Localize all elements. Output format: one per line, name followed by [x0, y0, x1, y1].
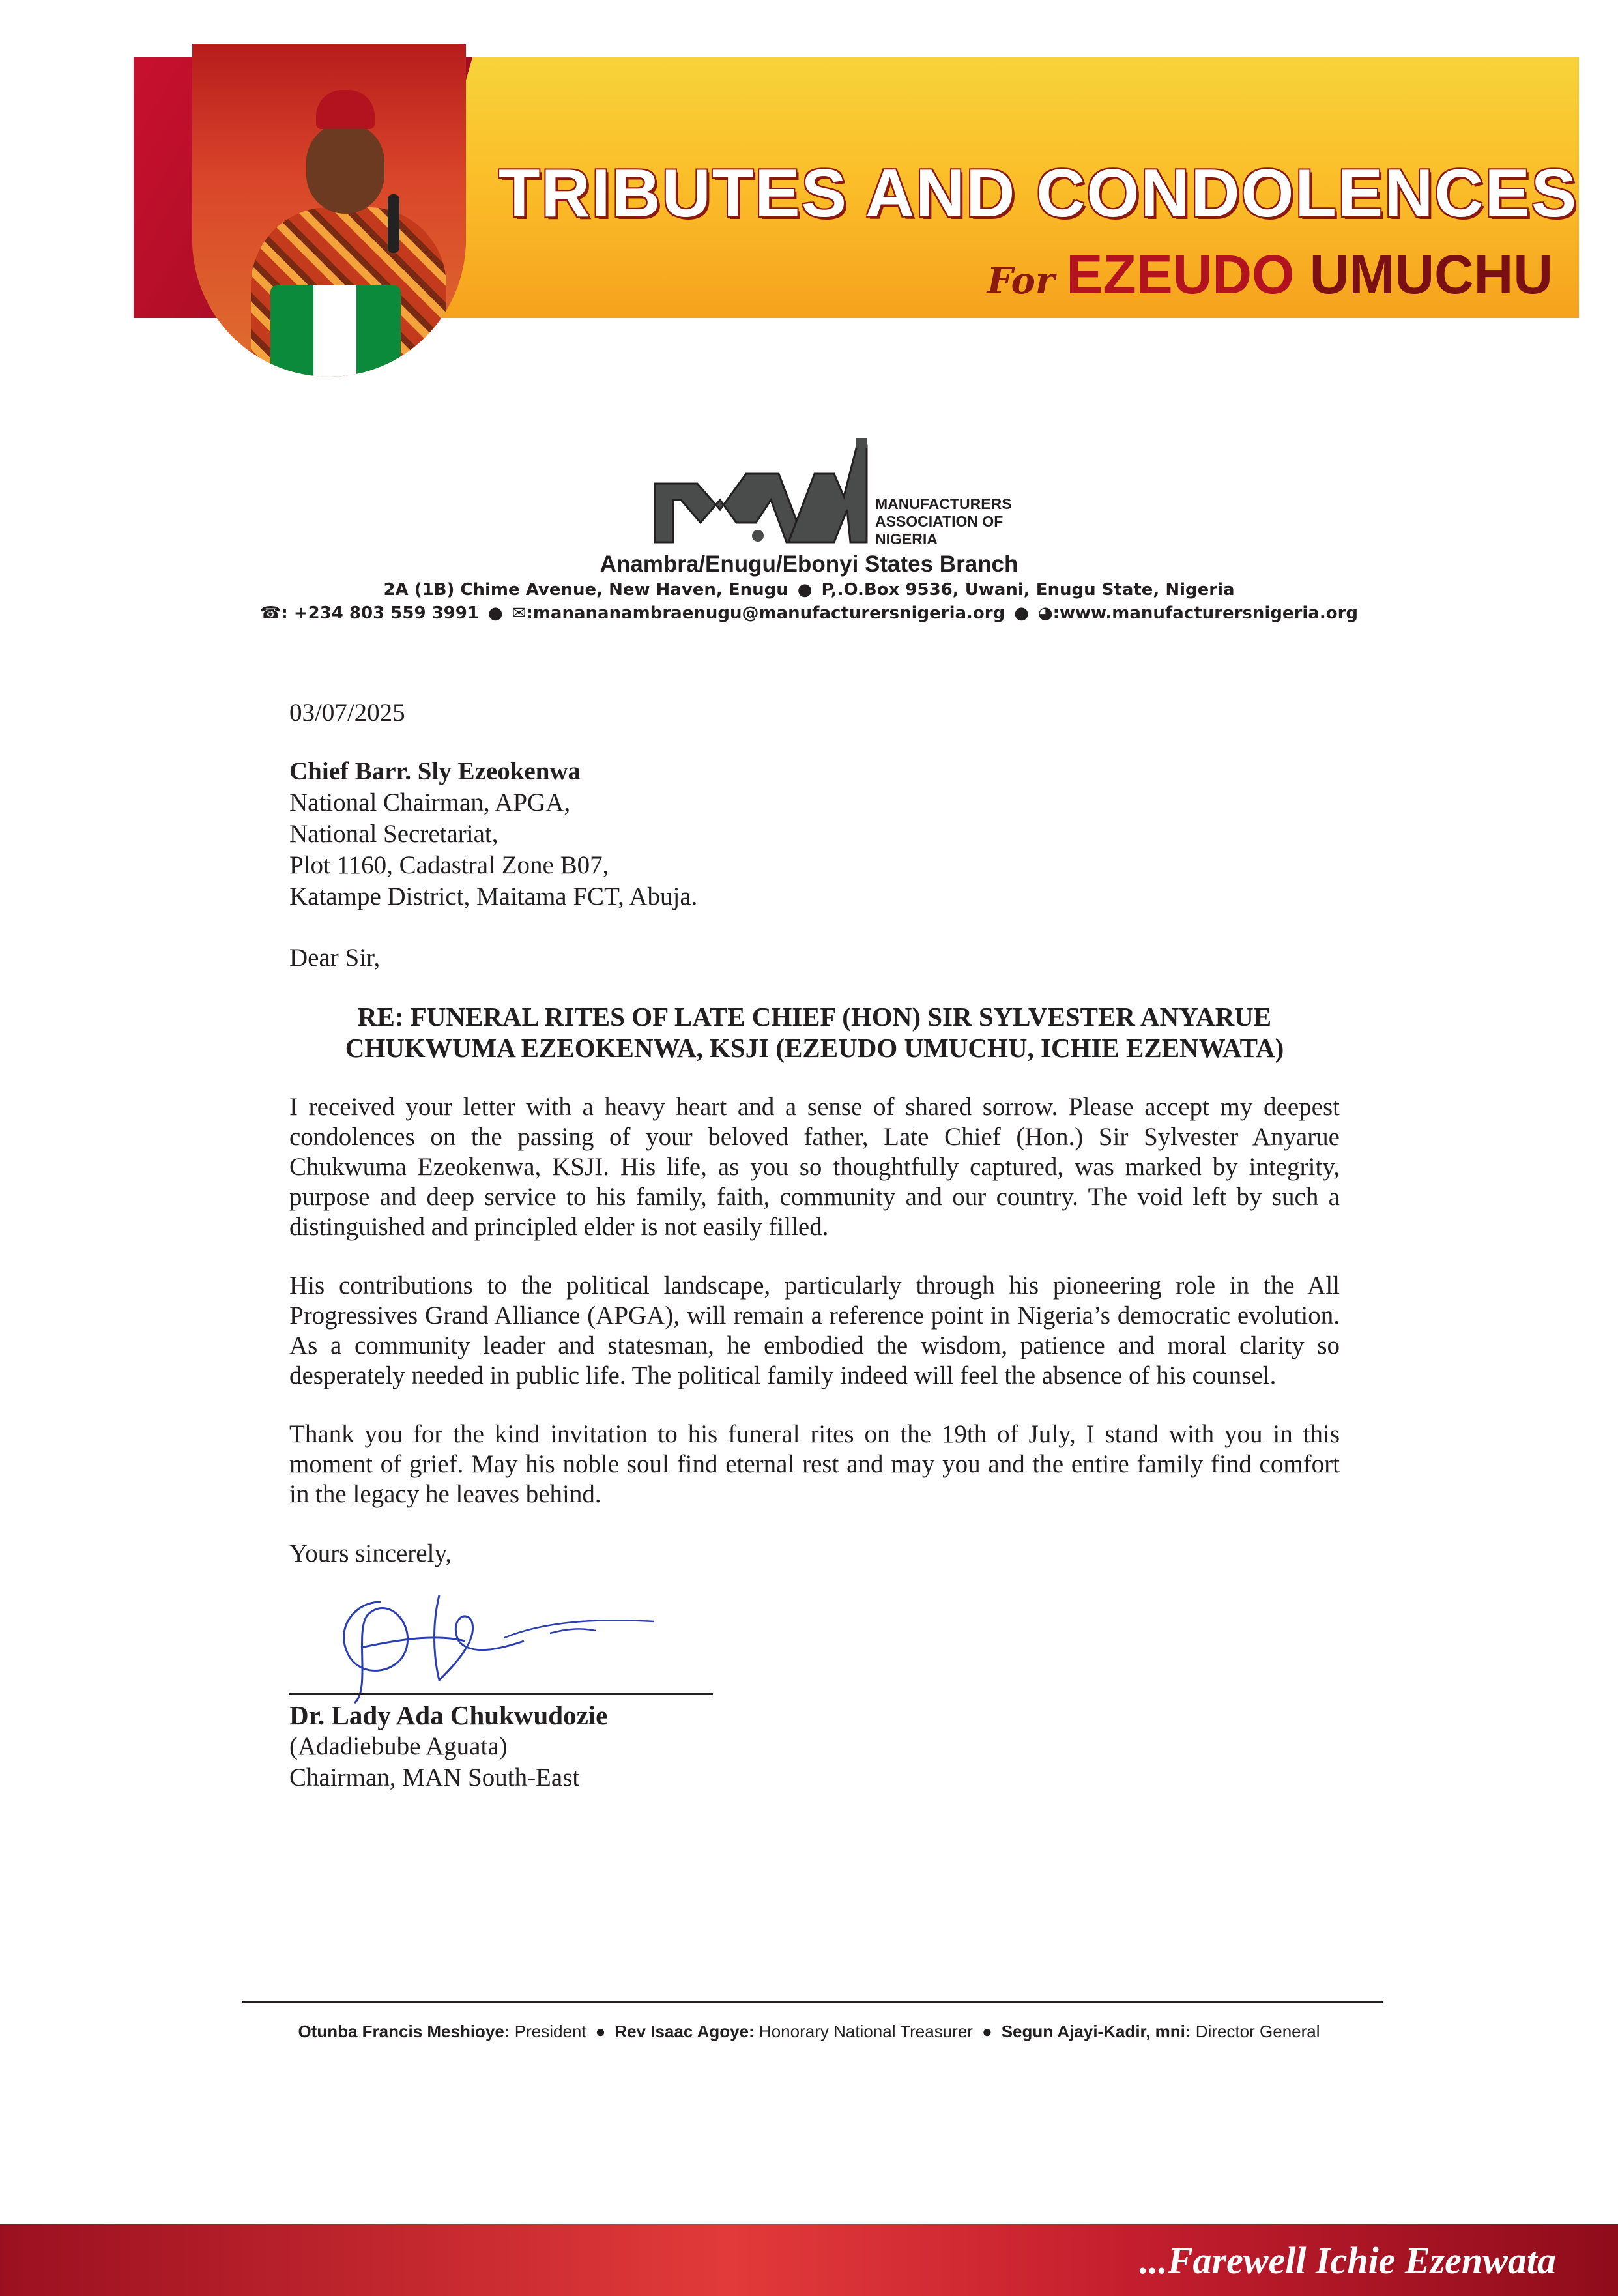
- bullet-icon: ●: [1014, 603, 1029, 623]
- footer-divider: [242, 2001, 1383, 2003]
- org-name-line2: ASSOCIATION OF: [875, 513, 1004, 530]
- officer-name: Rev Isaac Agoye:: [614, 2022, 755, 2041]
- signer-name: Dr. Lady Ada Chukwudozie: [289, 1700, 608, 1730]
- officer-role: Honorary National Treasurer: [754, 2022, 973, 2041]
- signature-line: [289, 1693, 713, 1695]
- email-address: :manananambraenugu@manufacturersnigeria.org: [526, 603, 1005, 623]
- recipient-name: Chief Barr. Sly Ezeokenwa: [289, 757, 581, 785]
- letter-date: 03/07/2025: [289, 699, 405, 727]
- man-logo-icon: [648, 438, 870, 549]
- letter-subject: RE: FUNERAL RITES OF LATE CHIEF (HON) SIR SYLVESTER ANYARUE CHUKWUMA EZEOKENWA, KSJI (EZEUDO UMUCHU, ICHIE EZENWATA): [345, 1002, 1284, 1063]
- officer-role: President: [510, 2022, 586, 2041]
- recipient-line: National Chairman, APGA,: [289, 789, 571, 817]
- recipient-line: Katampe District, Maitama FCT, Abuja.: [289, 882, 698, 910]
- branch-contacts: [0, 603, 1618, 623]
- letter-body: [289, 697, 1340, 1794]
- signer-position: Chairman, MAN South-East: [289, 1764, 580, 1792]
- banner-honoree: [987, 243, 1553, 306]
- honoree-portrait-photo: [192, 44, 466, 377]
- bullet-icon: ●: [487, 603, 503, 623]
- recipient-line: Plot 1160, Cadastral Zone B07,: [289, 851, 609, 879]
- banner-honoree-part1: EZEUDO: [1066, 244, 1310, 305]
- banner-honoree-part2: UMUCHU: [1309, 244, 1553, 305]
- body-paragraph: I received your letter with a heavy heart and a sense of shared sorrow. Please accept my deepest condolences on the passing of your beloved father, Late Chief (Hon.) Sir Sylvester Anyarue Chukwuma Ezeokenwa, KSJI. His life, as you so thoughtfully captured, was marked by integrity, purpose and deep service to his family, faith, community and our country. The void left by such a distinguished and principled elder is not easily filled.: [289, 1093, 1340, 1241]
- website: :www.manufacturersnigeria.org: [1052, 603, 1358, 623]
- officers-list: [0, 2022, 1618, 2042]
- footer-tagline: ...Farewell Ichie Ezenwata: [1139, 2239, 1556, 2282]
- branch-name: Anambra/Enugu/Ebonyi States Branch: [600, 551, 1018, 577]
- street-address: 2A (1B) Chime Avenue, New Haven, Enugu: [383, 580, 788, 600]
- body-paragraph: His contributions to the political landscape, particularly through his pioneering role in the All Progressives Grand Alliance (APGA), will remain a reference point in Nigeria’s democratic evolution. As a community leader and statesman, he embodied the wisdom, patience and moral clarity so desperately needed in public life. The political family indeed will feel the absence of his counsel.: [289, 1272, 1340, 1389]
- header-banner: [134, 57, 1579, 318]
- bullet-icon: ●: [797, 580, 813, 600]
- officer-role: Director General: [1191, 2022, 1320, 2041]
- recipient-line: National Secretariat,: [289, 820, 498, 848]
- closing: Yours sincerely,: [289, 1539, 452, 1567]
- banner-for-word: For: [987, 259, 1055, 302]
- bullet-icon: ●: [595, 2022, 606, 2041]
- signature: [289, 1569, 1340, 1700]
- bullet-icon: ●: [981, 2022, 992, 2041]
- org-name-line1: MANUFACTURERS: [875, 495, 1012, 512]
- signature-icon: [309, 1576, 674, 1706]
- man-logo: [648, 438, 1026, 549]
- email-icon: ✉: [512, 603, 527, 623]
- salutation: Dear Sir,: [289, 944, 381, 972]
- officer-name: Segun Ajayi-Kadir, mni:: [1001, 2022, 1191, 2041]
- po-box: P,.O.Box 9536, Uwani, Enugu State, Nigeria: [821, 580, 1235, 600]
- branch-address: [0, 580, 1618, 600]
- officer-name: Otunba Francis Meshioye:: [298, 2022, 510, 2041]
- globe-icon: ◕: [1037, 603, 1053, 623]
- phone-number: : +234 803 559 3991: [281, 603, 479, 623]
- org-name: [875, 495, 1038, 548]
- banner-title: TRIBUTES AND CONDOLENCES: [498, 156, 1578, 231]
- org-name-line3: NIGERIA: [875, 530, 938, 547]
- body-paragraph: Thank you for the kind invitation to his funeral rites on the 19th of July, I stand with you in this moment of grief. May his noble soul find eternal rest and may you and the entire family find comfort in the legacy he leaves behind.: [289, 1420, 1340, 1508]
- phone-icon: ☎: [259, 603, 282, 623]
- signer-title: (Adadiebube Aguata): [289, 1732, 508, 1760]
